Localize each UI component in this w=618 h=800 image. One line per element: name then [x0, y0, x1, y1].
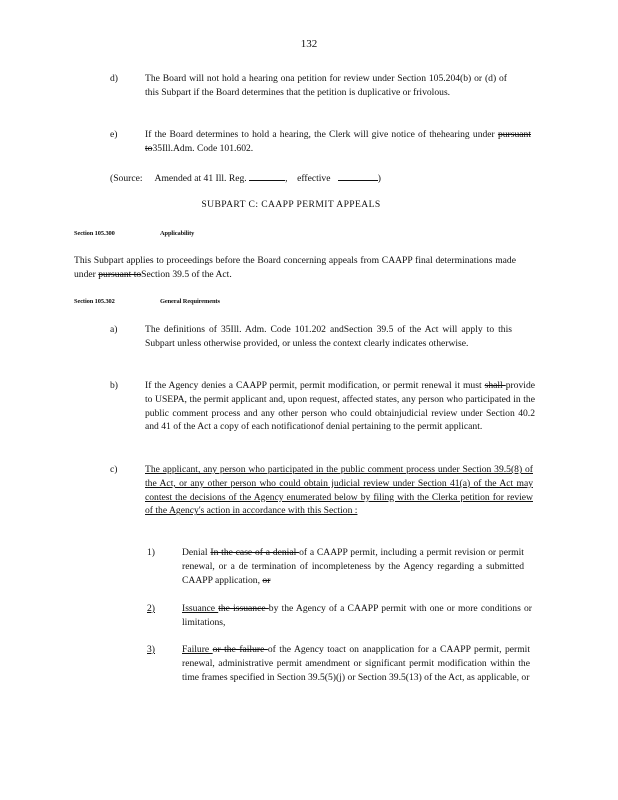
- subpart-title: SUBPART C: CAAPP PERMIT APPEALS: [201, 199, 381, 210]
- item-e-struck: pursuant to: [145, 129, 531, 154]
- item-c-label: c): [110, 464, 118, 475]
- item-b-text: If the Agency denies a CAAPP permit, permit modification, or permit renewal it must shall provide to USEPA, the permit applicant and, upon request, affected states, any person who participated in the public comment process and any other person who could obtainjudicial review under Section 40.2 and 41 of the Act a copy of each notificationof denial pertaining to the permit applicant.: [145, 380, 535, 433]
- item-d-label: d): [110, 73, 118, 84]
- section-105-300-text: This Subpart applies to proceedings before the Board concerning appeals from CAAPP final determinations made under pursuant toSection 39.5 of the Act.: [74, 255, 516, 280]
- item-e-text: If the Board determines to hold a hearing, the Clerk will give notice of thehearing under pursuant to35Ill.Adm. Code 101.602.: [145, 129, 531, 154]
- page-number: 132: [300, 38, 318, 50]
- item-c2-text: Issuance the issuance by the Agency of a CAAPP permit with one or more conditions or limitations,: [182, 603, 532, 628]
- item-a-text: The definitions of 35Ill. Adm. Code 101.202 andSection 39.5 of the Act will apply to this Subpart unless otherwise provided, or unless the context clearly indicates otherwise.: [145, 324, 512, 349]
- item-c2-label: 2): [147, 603, 155, 614]
- source-note: (Source: Amended at 41 Ill. Reg. , effective ): [110, 173, 381, 184]
- item-a-label: a): [110, 324, 118, 335]
- item-c3-label: 3): [147, 644, 155, 655]
- item-c1-text: Denial In the case of a denial of a CAAPP permit, including a permit revision or permit renewal, or a de termination of incompleteness by the Agency regarding a submitted CAAPP application, or: [182, 547, 524, 586]
- date-blank: [338, 171, 378, 181]
- item-d-text: The Board will not hold a hearing ona petition for review under Section 105.204(b) or (d) of this Subpart if the Board determines that the petition is duplicative or frivolous.: [145, 73, 507, 98]
- item-c-text: The applicant, any person who participated in the public comment process under Section 39.5(8) of the Act, or any other person who could obtain judicial review under Section 41(a) of the Act may contest the decisions of the Agency enumerated below by filing with the Clerka petition for review of the Agency's action in accordance with this Section :: [145, 464, 533, 517]
- item-c1-label: 1): [147, 547, 155, 558]
- item-b-label: b): [110, 380, 118, 391]
- item-c3-text: Failure or the failure of the Agency toact on anapplication for a CAAPP permit, permit renewal, administrative permit amendment or significant permit modification within the time frames specified in Section 39.5(5)(j) or Section 39.5(13) of the Act, as applicable, or: [182, 644, 530, 683]
- reg-blank: [249, 171, 285, 181]
- section-105-300-heading: Section 105.300 Applicability: [74, 230, 195, 237]
- item-e-label: e): [110, 129, 118, 140]
- section-105-302-heading: Section 105.302 General Requirements: [74, 298, 220, 305]
